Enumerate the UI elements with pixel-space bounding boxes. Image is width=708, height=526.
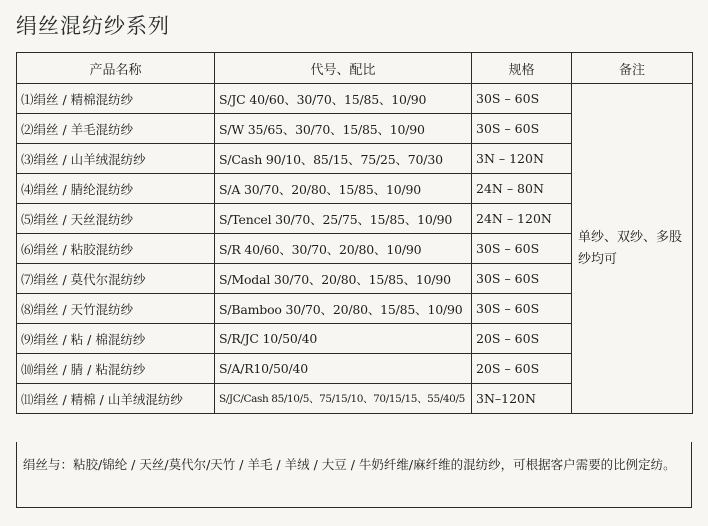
spec-cell: 24N – 80N	[472, 174, 572, 204]
code-ratio-cell: S/Modal 30/70、20/80、15/85、10/90	[215, 264, 472, 294]
spec-cell: 30S – 60S	[472, 294, 572, 324]
spec-cell: 20S – 60S	[472, 324, 572, 354]
code-ratio-cell: S/Cash 90/10、85/15、75/25、70/30	[215, 144, 472, 174]
spec-cell: 20S – 60S	[472, 354, 572, 384]
code-ratio-cell: S/Tencel 30/70、25/75、15/85、10/90	[215, 204, 472, 234]
product-name-cell: ⑺绢丝 / 莫代尔混纺纱	[17, 264, 215, 294]
product-name-cell: ⑾绢丝 / 精棉 / 山羊绒混纺纱	[17, 384, 215, 414]
code-ratio-cell: S/A/R10/50/40	[215, 354, 472, 384]
spec-cell: 3N–120N	[472, 384, 572, 414]
spec-cell: 24N – 120N	[472, 204, 572, 234]
product-name-cell: ⑹绢丝 / 粘胶混纺纱	[17, 234, 215, 264]
spec-cell: 30S – 60S	[472, 84, 572, 114]
code-ratio-cell: S/R 40/60、30/70、20/80、10/90	[215, 234, 472, 264]
code-ratio-cell: S/W 35/65、30/70、15/85、10/90	[215, 114, 472, 144]
product-name-cell: ⑷绢丝 / 腈纶混纺纱	[17, 174, 215, 204]
product-name-cell: ⑵绢丝 / 羊毛混纺纱	[17, 114, 215, 144]
spec-cell: 30S – 60S	[472, 114, 572, 144]
table-header-row	[17, 53, 693, 84]
code-ratio-cell: S/R/JC 10/50/40	[215, 324, 472, 354]
header-spec: 规格	[472, 53, 572, 84]
header-code-ratio: 代号、配比	[215, 53, 472, 84]
footer-note: 绢丝与：粘胶/锦纶 / 天丝/莫代尔/天竹 / 羊毛 / 羊绒 / 大豆 / 牛奶纤维/麻纤维的混纺纱，可根据客户需要的比例定纺。	[16, 442, 692, 508]
product-name-cell: ⑸绢丝 / 天丝混纺纱	[17, 204, 215, 234]
code-ratio-cell: S/JC 40/60、30/70、15/85、10/90	[215, 84, 472, 114]
spec-cell: 30S – 60S	[472, 234, 572, 264]
code-ratio-cell: S/Bamboo 30/70、20/80、15/85、10/90	[215, 294, 472, 324]
product-name-cell: ⑴绢丝 / 精棉混纺纱	[17, 84, 215, 114]
table-row	[17, 84, 693, 114]
code-ratio-cell: S/A 30/70、20/80、15/85、10/90	[215, 174, 472, 204]
code-ratio-cell: S/JC/Cash 85/10/5、75/15/10、70/15/15、55/40/5	[215, 384, 472, 414]
spec-cell: 3N – 120N	[472, 144, 572, 174]
header-note: 备注	[572, 53, 693, 84]
product-name-cell: ⑼绢丝 / 粘 / 棉混纺纱	[17, 324, 215, 354]
note-cell: 单纱、双纱、多股纱均可	[572, 84, 693, 414]
product-spec-table	[16, 52, 693, 414]
spec-cell: 30S – 60S	[472, 264, 572, 294]
product-name-cell: ⑶绢丝 / 山羊绒混纺纱	[17, 144, 215, 174]
product-name-cell: ⑽绢丝 / 腈 / 粘混纺纱	[17, 354, 215, 384]
header-product-name: 产品名称	[17, 53, 215, 84]
page-title: 绢丝混纺纱系列	[16, 14, 170, 38]
product-name-cell: ⑻绢丝 / 天竹混纺纱	[17, 294, 215, 324]
